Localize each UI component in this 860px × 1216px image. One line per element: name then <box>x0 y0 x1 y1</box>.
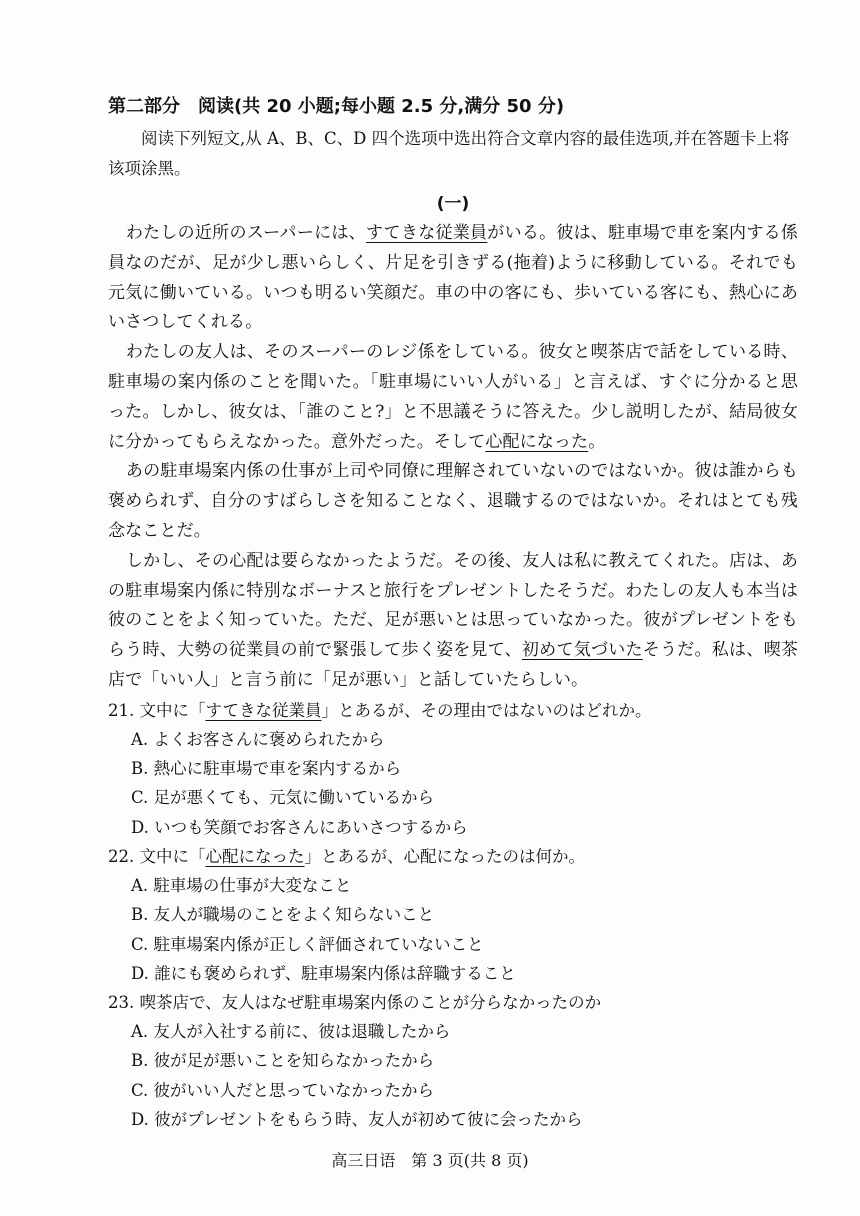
underlined-phrase: すてきな従業員 <box>365 223 488 243</box>
option-b: B. 友人が職場のことをよく知らないこと <box>131 905 435 925</box>
option-a: A. 駐車場の仕事が大変なこと <box>131 875 352 895</box>
option-d: D. 誰にも褒められず、駐車場案内係は辞職すること <box>131 963 516 983</box>
question-text: 23. 喫茶店で、友人はなぜ駐車場案内係のことが分らなかったのか <box>108 993 602 1013</box>
paragraph-text: 。 <box>588 431 606 452</box>
question-text: 22. 文中に「 <box>108 846 206 866</box>
option-b: B. 熱心に駐車場で車を案内するから <box>131 759 402 779</box>
question-text: 21. 文中に「 <box>108 700 206 720</box>
paragraph-4 <box>108 547 798 696</box>
option-c: C. 駐車場案内係が正しく評価されていないこと <box>131 934 484 954</box>
underlined-phrase: 心配になった <box>205 846 305 866</box>
question-21 <box>108 696 798 842</box>
paragraph-text: わたしの近所のスーパーには、 <box>125 223 366 243</box>
option-a: A. 友人が入社する前に、彼は退職したから <box>131 1022 451 1042</box>
option-c: C. 彼がいい人だと思っていなかったから <box>131 1080 435 1100</box>
paragraph-text: そうだ。私は、喫茶店で「いい人」と言う前に「足が悪い」と話していたらしい。 <box>108 640 798 690</box>
question-stem <box>108 696 798 725</box>
paragraph-text: わたしの友人は、そのスーパーのレジ係をしている。彼女と喫茶店で話をしている時、駐車場の案内係のことを聞いた。「駐車場にいい人がいる」と言えば、すぐに分かると思った。しかし、彼女は、「誰のこと?」と不思議そうに答えた。少し説明したが、結局彼女に分かってもらえなかった。意外だった。そして <box>108 342 798 452</box>
option-d: D. いつも笑顔でお客さんにあいさつするから <box>131 817 468 837</box>
paragraph-text: あの駐車場案内係の仕事が上司や同僚に理解されていないのではないか。彼は誰からも褒められず、自分のすばらしさを知ることなく、退職するのではないか。それはとても残念なことだ。 <box>108 461 798 541</box>
paragraph-3 <box>108 457 798 546</box>
paragraph-1 <box>108 219 798 338</box>
page-footer: 高三日语 第 3 页(共 8 页) <box>331 1151 529 1170</box>
paragraph-2 <box>108 338 798 457</box>
underlined-phrase: すてきな従業員 <box>205 700 322 720</box>
question-stem <box>108 988 798 1017</box>
passage-number: (一) <box>436 194 470 214</box>
underlined-phrase: 心配になった <box>485 431 589 452</box>
underlined-phrase: 初めて気づいた <box>521 640 643 661</box>
question-stem <box>108 842 798 871</box>
option-b: B. 彼が足が悪いことを知らなかったから <box>131 1051 435 1071</box>
paragraph-text: しかし、その心配は要らなかったようだ。その後、友人は私に教えてくれた。店は、あの駐車場案内係に特別なボーナスと旅行をプレゼントしたそうだ。わたしの友人も本当は彼のことをよく知っていた。ただ、足が悪いとは思っていなかった。彼がプレゼントをもらう時、大勢の従業員の前で緊張して歩く姿を見て、 <box>108 550 798 661</box>
question-22 <box>108 842 798 988</box>
paragraph-text: がいる。彼は、駐車場で車を案内する係員なのだが、足が少し悪いらしく、片足を引きずる(拖着)ように移動している。それでも元気に働いている。いつも明るい笑顔だ。車の中の客にも、歩いている客にも、熱心にあいさつしてくれる。 <box>108 223 799 333</box>
option-c: C. 足が悪くても、元気に働いているから <box>131 788 435 808</box>
question-text: 」とあるが、心配になったのは何か。 <box>304 846 585 866</box>
question-23 <box>108 988 798 1134</box>
instructions: 阅读下列短文,从 A、B、C、D 四个选项中选出符合文章内容的最佳选项,并在答题卡上将该项涂黑。 <box>108 129 790 178</box>
page-content <box>108 92 798 1134</box>
question-text: 」とあるが、その理由ではないのはどれか。 <box>321 700 652 720</box>
section-title: 第二部分 阅读(共 20 小题;每小题 2.5 分,满分 50 分) <box>108 96 565 117</box>
option-a: A. よくお客さんに褒められたから <box>131 729 385 749</box>
option-d: D. 彼がプレゼントをもらう時、友人が初めて彼に会ったから <box>131 1110 583 1130</box>
